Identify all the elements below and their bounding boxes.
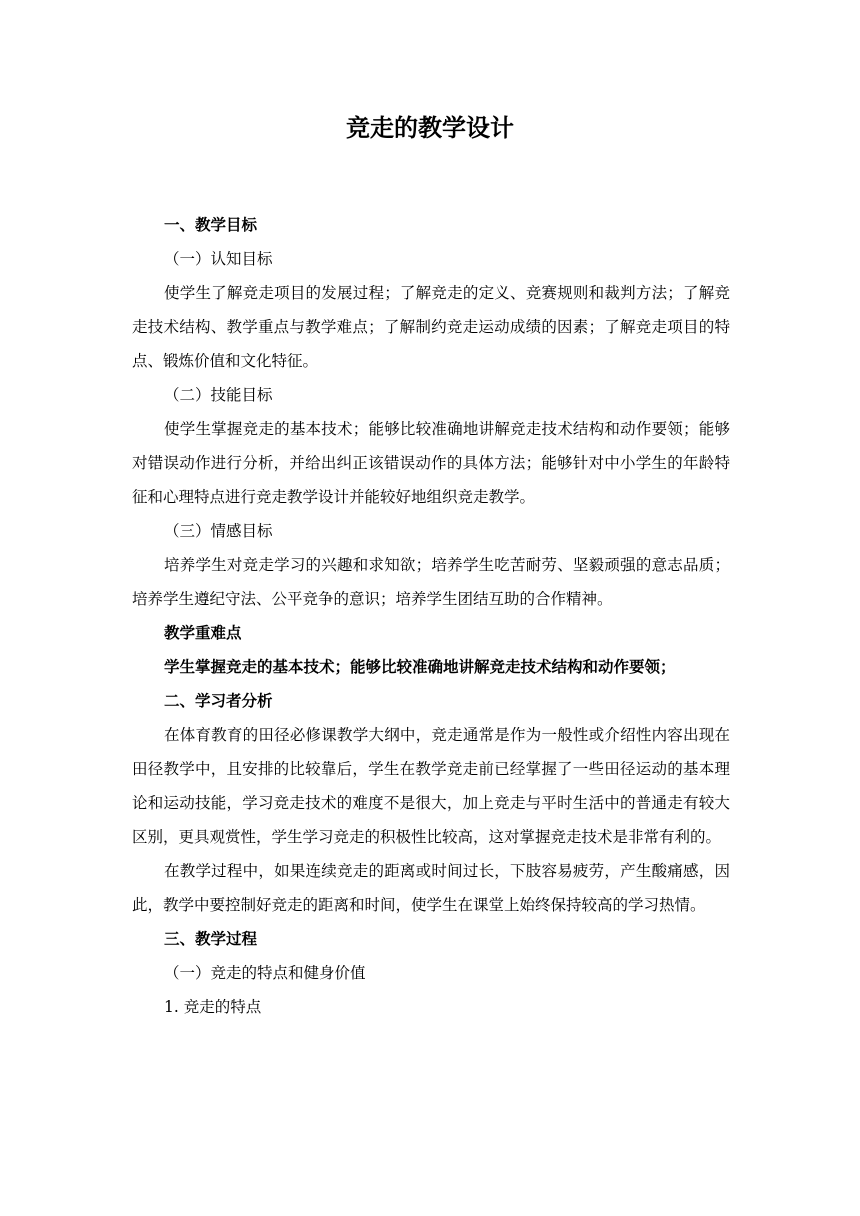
paragraph-learner-analysis-2: 在教学过程中，如果连续竞走的距离或时间过长，下肢容易疲劳，产生酸痛感，因此，教学中要控制好竞走的距离和时间，使学生在课堂上始终保持较高的学习热情。 (132, 862, 730, 914)
subheading-cognitive-goals: （一）认知目标 (164, 250, 273, 268)
subheading-affective-goals: （三）情感目标 (164, 522, 273, 540)
list-item-features: 1. 竞走的特点 (164, 998, 262, 1016)
document-title: 竞走的教学设计 (346, 114, 514, 142)
paragraph-affective-goals: 培养学生对竞走学习的兴趣和求知欲；培养学生吃苦耐劳、坚毅顽强的意志品质；培养学生遵纪守法、公平竞争的意识；培养学生团结互助的合作精神。 (132, 556, 730, 608)
document-body (132, 208, 730, 1024)
section-heading-objectives: 一、教学目标 (164, 216, 258, 234)
paragraph-learner-analysis-1: 在体育教育的田径必修课教学大纲中，竞走通常是作为一般性或介绍性内容出现在田径教学中，且安排的比较靠后，学生在教学竞走前已经掌握了一些田径运动的基本理论和运动技能，学习竞走技术的难度不是很大，加上竞走与平时生活中的普通走有较大区别，更具观赏性，学生学习竞走的积极性比较高，这对掌握竞走技术是非常有利的。 (132, 726, 730, 846)
section-heading-learner-analysis: 二、学习者分析 (164, 692, 273, 710)
subheading-skill-goals: （二）技能目标 (164, 386, 273, 404)
heading-key-difficulties: 教学重难点 (164, 624, 242, 642)
subheading-features-value: （一）竞走的特点和健身价值 (164, 964, 366, 982)
section-heading-teaching-process: 三、教学过程 (164, 930, 258, 948)
paragraph-cognitive-goals: 使学生了解竞走项目的发展过程；了解竞走的定义、竞赛规则和裁判方法；了解竞走技术结构、教学重点与教学难点；了解制约竞走运动成绩的因素；了解竞走项目的特点、锻炼价值和文化特征。 (132, 284, 730, 370)
text-key-difficulties: 学生掌握竞走的基本技术；能够比较准确地讲解竞走技术结构和动作要领； (164, 658, 676, 676)
paragraph-skill-goals: 使学生掌握竞走的基本技术；能够比较准确地讲解竞走技术结构和动作要领；能够对错误动作进行分析，并给出纠正该错误动作的具体方法；能够针对中小学生的年龄特征和心理特点进行竞走教学设计并能较好地组织竞走教学。 (132, 420, 730, 506)
